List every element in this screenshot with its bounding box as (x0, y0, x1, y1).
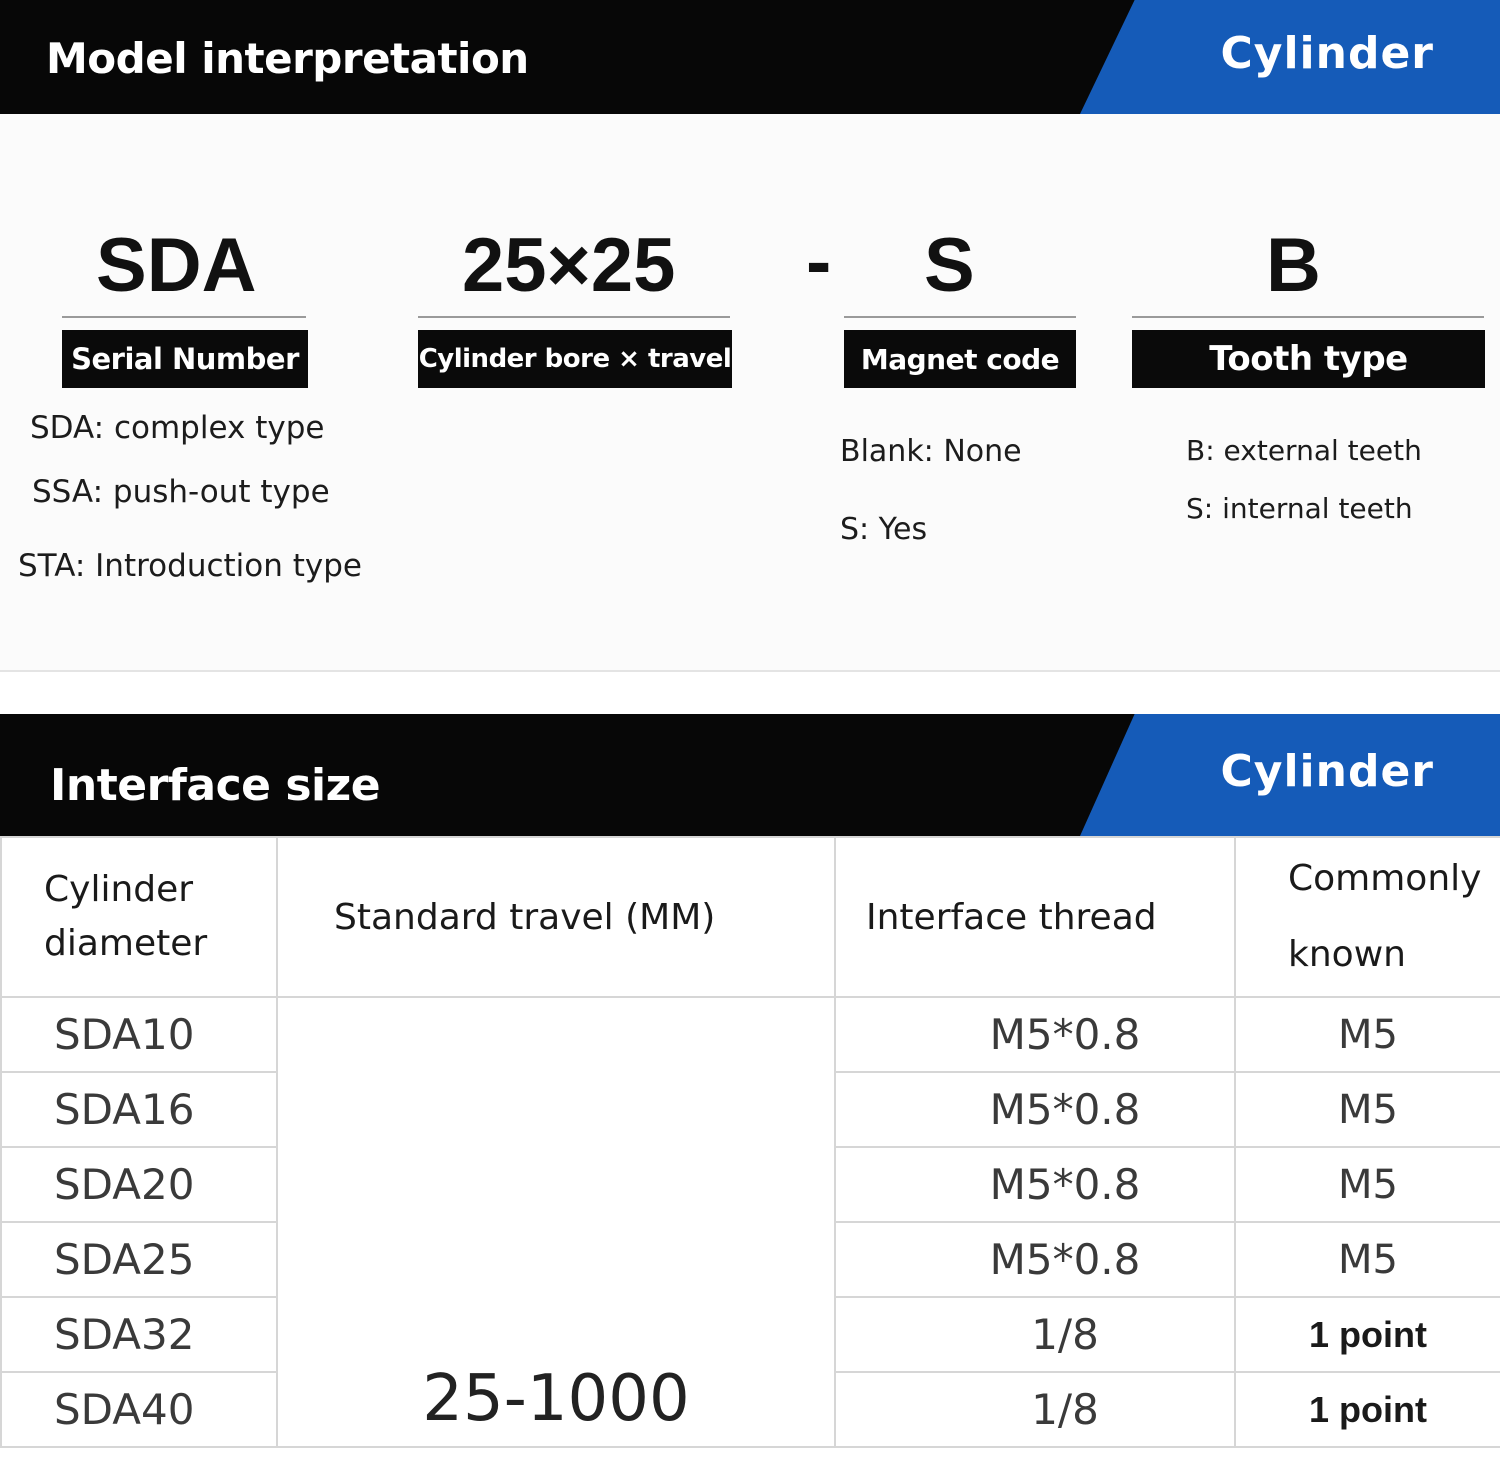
common-cell: M5 (1235, 1147, 1500, 1222)
magnet-option: S: Yes (840, 512, 928, 547)
diameter-cell: SDA32 (1, 1297, 277, 1372)
code-magnet: S (924, 223, 975, 308)
tag-magnet-code: Magnet code (844, 330, 1076, 388)
model-interpretation-banner (0, 0, 1500, 114)
thread-cell: M5*0.8 (835, 1072, 1235, 1147)
series-option: SSA: push-out type (32, 474, 330, 510)
table-header-row (1, 837, 1500, 997)
cylinder-brand-label: Cylinder (1220, 746, 1434, 797)
diameter-cell: SDA10 (1, 997, 277, 1072)
cylinder-brand-label: Cylinder (1220, 28, 1434, 79)
magnet-option: Blank: None (840, 434, 1022, 469)
tag-bore-travel: Cylinder bore × travel (418, 330, 732, 388)
series-option: SDA: complex type (30, 410, 325, 446)
thread-cell: M5*0.8 (835, 1222, 1235, 1297)
common-cell: 1 point (1235, 1372, 1500, 1447)
thread-cell: M5*0.8 (835, 997, 1235, 1072)
diameter-cell: SDA16 (1, 1072, 277, 1147)
header-text: known (1288, 934, 1406, 975)
common-cell: 1 point (1235, 1297, 1500, 1372)
interface-size-title: Interface size (50, 760, 381, 811)
interface-size-banner (0, 714, 1500, 836)
divider (1132, 316, 1484, 318)
table-row (1, 997, 1500, 1072)
common-cell: M5 (1235, 1072, 1500, 1147)
header-text: Commonly (1288, 858, 1482, 899)
thread-cell: 1/8 (835, 1297, 1235, 1372)
code-bore-travel: 25×25 (462, 223, 676, 308)
tooth-option: B: external teeth (1186, 434, 1422, 467)
standard-travel-cell: 25-1000 (277, 997, 835, 1447)
common-cell: M5 (1235, 997, 1500, 1072)
header-text: diameter (44, 923, 208, 964)
divider (844, 316, 1076, 318)
model-interpretation-title: Model interpretation (46, 34, 529, 83)
tooth-option: S: internal teeth (1186, 492, 1413, 525)
diameter-cell: SDA40 (1, 1372, 277, 1447)
thread-cell: 1/8 (835, 1372, 1235, 1447)
model-code-panel (0, 114, 1500, 672)
header-commonly-known (1235, 837, 1500, 997)
series-option: STA: Introduction type (18, 548, 362, 584)
tag-tooth-type: Tooth type (1132, 330, 1485, 388)
divider (418, 316, 730, 318)
header-interface-thread: Interface thread (835, 837, 1235, 997)
diameter-cell: SDA20 (1, 1147, 277, 1222)
diameter-cell: SDA25 (1, 1222, 277, 1297)
thread-cell: M5*0.8 (835, 1147, 1235, 1222)
tag-serial-number: Serial Number (62, 330, 308, 388)
interface-size-table (0, 836, 1500, 1448)
code-tooth: B (1266, 223, 1321, 308)
header-cylinder-diameter (1, 837, 277, 997)
code-series: SDA (96, 223, 257, 308)
common-cell: M5 (1235, 1222, 1500, 1297)
header-text: Cylinder (44, 869, 194, 910)
code-dash: - (806, 219, 832, 304)
divider (62, 316, 306, 318)
header-standard-travel: Standard travel (MM) (277, 837, 835, 997)
